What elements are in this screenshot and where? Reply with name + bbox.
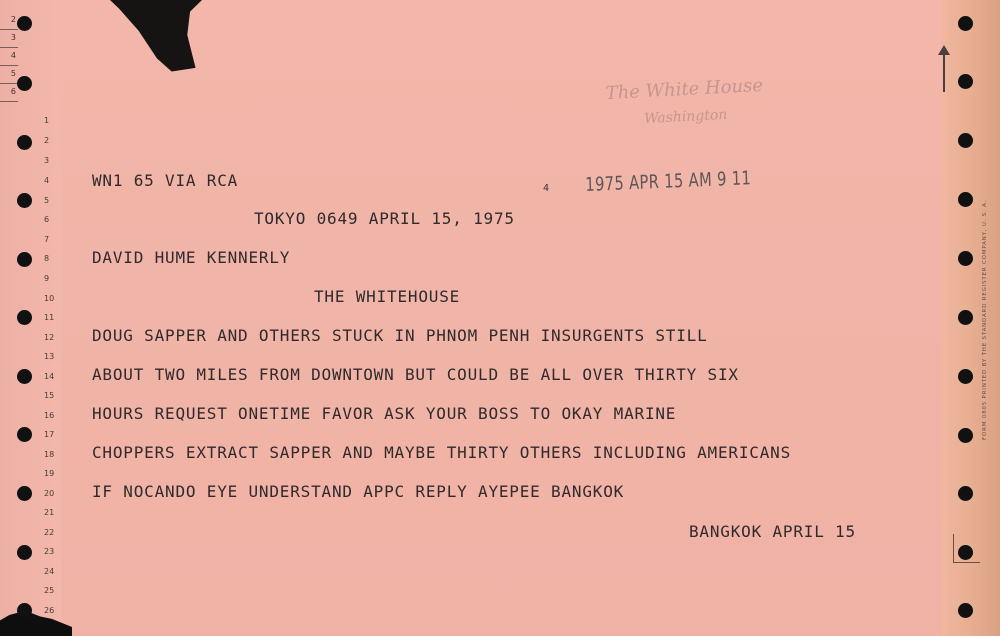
top-scale xyxy=(0,12,18,102)
line-number: 24 xyxy=(44,567,55,576)
body-line: CHOPPERS EXTRACT SAPPER AND MAYBE THIRTY OTHERS INCLUDING AMERICANS xyxy=(92,443,791,462)
stamp-line-2: Washington xyxy=(643,106,728,127)
perforation-hole xyxy=(17,369,32,384)
line-number: 25 xyxy=(44,586,55,595)
line-number: 5 xyxy=(44,196,50,205)
line-number: 14 xyxy=(44,372,55,381)
perforation-hole xyxy=(958,192,973,207)
line-number: 22 xyxy=(44,528,55,537)
perforation-hole xyxy=(17,486,32,501)
perforation-hole xyxy=(17,545,32,560)
signature-line: BANGKOK APRIL 15 xyxy=(689,522,856,541)
perforation-hole xyxy=(17,135,32,150)
line-number: 20 xyxy=(44,489,55,498)
line-number: 8 xyxy=(44,254,50,263)
perforation-hole xyxy=(958,251,973,266)
line-number: 17 xyxy=(44,430,55,439)
line-number: 26 xyxy=(44,606,55,615)
perforation-hole xyxy=(17,76,32,91)
line-number: 16 xyxy=(44,411,55,420)
perforation-hole xyxy=(17,603,32,618)
form-imprint: FORM 0805 PRINTED BY THE STANDARD REGISTER COMPANY, U. S. A. xyxy=(982,199,988,440)
perforation-hole xyxy=(17,310,32,325)
header-line: WN1 65 VIA RCA xyxy=(92,171,239,190)
top-scale-mark: 5 xyxy=(0,66,18,84)
line-number: 4 xyxy=(44,176,50,185)
line-number: 13 xyxy=(44,352,55,361)
body-line: HOURS REQUEST ONETIME FAVOR ASK YOUR BOSS TO OKAY MARINE xyxy=(92,404,677,423)
perforation-hole xyxy=(17,427,32,442)
line-number: 21 xyxy=(44,508,55,517)
perforation-hole xyxy=(958,74,973,89)
origin-line: TOKYO 0649 APRIL 15, 1975 xyxy=(254,209,515,228)
line-number: 2 xyxy=(44,136,50,145)
line-number: 11 xyxy=(44,313,55,322)
line-number: 1 xyxy=(44,116,50,125)
perforation-hole xyxy=(958,428,973,443)
perforation-hole xyxy=(17,252,32,267)
line-number: 12 xyxy=(44,333,55,342)
top-scale-mark: 6 xyxy=(0,84,18,102)
perforation-hole xyxy=(958,369,973,384)
perforation-hole xyxy=(958,486,973,501)
line-number: 6 xyxy=(44,215,50,224)
top-scale-mark: 3 xyxy=(0,30,18,48)
line-number: 19 xyxy=(44,469,55,478)
perforation-hole xyxy=(958,603,973,618)
form-bracket-mark xyxy=(953,534,980,563)
line-number: 23 xyxy=(44,547,55,556)
top-scale-mark: 2 xyxy=(0,12,18,30)
top-scale-mark: 4 xyxy=(0,48,18,66)
received-time-stamp: 1975 APR 15 AM 9 11 xyxy=(585,167,752,196)
recipient-name: DAVID HUME KENNERLY xyxy=(92,248,291,267)
line-number: 15 xyxy=(44,391,55,400)
perforation-hole xyxy=(958,310,973,325)
perforation-hole xyxy=(17,193,32,208)
body-line: ABOUT TWO MILES FROM DOWNTOWN BUT COULD BE ALL OVER THIRTY SIX xyxy=(92,365,739,384)
time-stamp-mark: 4 xyxy=(543,183,550,194)
body-line: DOUG SAPPER AND OTHERS STUCK IN PHNOM PENH INSURGENTS STILL xyxy=(92,326,708,345)
line-number: 10 xyxy=(44,294,55,303)
line-number: 7 xyxy=(44,235,50,244)
body-line: IF NOCANDO EYE UNDERSTAND APPC REPLY AYEPEE BANGKOK xyxy=(92,482,625,501)
line-number: 9 xyxy=(44,274,50,283)
perforation-hole xyxy=(958,133,973,148)
line-number: 18 xyxy=(44,450,55,459)
perforation-hole xyxy=(958,16,973,31)
recipient-location: THE WHITEHOUSE xyxy=(314,287,461,306)
telegram-text xyxy=(92,0,952,541)
perforation-hole xyxy=(17,16,32,31)
line-number: 3 xyxy=(44,156,50,165)
stamp-line-1: The White House xyxy=(605,74,764,105)
